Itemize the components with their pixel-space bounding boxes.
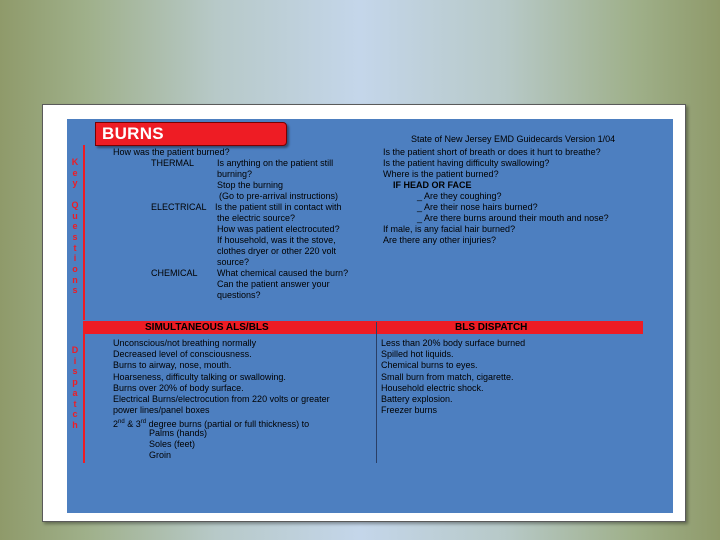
key-questions-letter: t <box>73 242 77 253</box>
dispatch-letter: t <box>73 398 77 409</box>
electrical-q2: the electric source? <box>217 213 296 223</box>
thermal-q1: Is anything on the patient still <box>217 158 334 168</box>
key-questions-letter: s <box>72 285 78 296</box>
bls-item: Battery explosion. <box>381 394 453 404</box>
simultaneous-item: Burns over 20% of body surface. <box>113 382 244 393</box>
key-questions-letter: y <box>72 178 78 189</box>
simultaneous-item: Decreased level of consciousness. <box>113 349 252 360</box>
electrical-q6: source? <box>217 257 250 267</box>
chemical-q2: Can the patient answer your <box>217 279 330 289</box>
dispatch-letter: p <box>72 377 78 388</box>
question-how-burned: How was the patient burned? <box>113 147 230 157</box>
degree-rest: degree burns (partial or full thickness) to <box>146 419 310 429</box>
bls-item: Freezer burns <box>381 405 438 416</box>
guidecard <box>67 119 673 513</box>
card-title: BURNS <box>102 124 164 143</box>
bls-item: Spilled hot liquids. <box>381 349 454 360</box>
key-questions-letter: e <box>72 221 78 232</box>
sub-item-groin: Groin <box>149 450 172 460</box>
column-separator <box>376 322 377 463</box>
thermal-q4: (Go to pre-arrival instructions) <box>219 191 339 201</box>
question-short-breath: Is the patient short of breath or does it hurt to breathe? <box>383 147 601 157</box>
key-questions-label <box>68 157 82 296</box>
thermal-q3: Stop the burning <box>217 180 284 190</box>
chemical-q1: What chemical caused the burn? <box>217 268 349 278</box>
electrical-q3: How was patient electrocuted? <box>217 224 340 234</box>
key-questions-letter: u <box>72 210 78 221</box>
key-questions-letter: i <box>73 253 77 264</box>
thermal-label: THERMAL <box>151 158 195 168</box>
left-divider-top <box>83 145 85 320</box>
degree-burns-line <box>113 417 309 430</box>
simultaneous-item: power lines/panel boxes <box>113 405 210 416</box>
question-where-burned: Where is the patient burned? <box>383 169 499 179</box>
question-swallowing: Is the patient having difficulty swallowing? <box>383 158 550 168</box>
chemical-q3: questions? <box>217 290 261 300</box>
chemical-label: CHEMICAL <box>151 268 198 278</box>
bls-item: Small burn from match, cigarette. <box>381 371 514 382</box>
version-label: State of New Jersey EMD Guidecards Version 1/04 <box>411 134 616 144</box>
electrical-q5: clothes dryer or other 220 volt <box>217 246 337 256</box>
key-questions-letter: o <box>72 264 78 275</box>
dispatch-letter: c <box>72 409 78 420</box>
sub-item-palms: Palms (hands) <box>149 428 208 438</box>
bls-dispatch-header: BLS DISPATCH <box>455 322 528 333</box>
left-divider-bottom <box>83 334 85 463</box>
head-face-label: IF HEAD OR FACE <box>393 180 472 190</box>
simultaneous-header: SIMULTANEOUS ALS/BLS <box>145 322 269 333</box>
slide <box>42 104 686 522</box>
simultaneous-item: Burns to airway, nose, mouth. <box>113 360 232 371</box>
sub-item-soles: Soles (feet) <box>149 439 196 449</box>
title-box <box>95 122 287 146</box>
question-other-injuries: Are there any other injuries? <box>383 235 497 245</box>
key-questions-letter: n <box>72 274 78 285</box>
simultaneous-item: Hoarseness, difficulty talking or swallowing. <box>113 371 286 382</box>
face-q1: _ Are they coughing? <box>417 191 502 201</box>
electrical-q1: Is the patient still in contact with <box>215 202 342 212</box>
degree-sup-nd: nd <box>118 419 125 425</box>
electrical-q4: If household, was it the stove, <box>217 235 336 245</box>
dispatch-letter: a <box>72 387 78 398</box>
dispatch-label <box>68 345 82 431</box>
face-q2: _ Are their nose hairs burned? <box>417 202 538 212</box>
simultaneous-item: Unconscious/not breathing normally <box>113 338 257 348</box>
bls-item: Less than 20% body surface burned <box>381 338 526 348</box>
dispatch-letter: D <box>71 345 79 355</box>
key-questions-letter: Q <box>71 199 79 210</box>
question-facial-hair: If male, is any facial hair burned? <box>383 224 516 234</box>
degree-and-3: & 3 <box>124 419 141 429</box>
key-questions-letter: s <box>72 231 78 242</box>
dispatch-letter: h <box>72 419 78 430</box>
bls-item: Household electric shock. <box>381 382 484 393</box>
face-q3: _ Are there burns around their mouth and nose? <box>417 213 609 223</box>
key-questions-letter: e <box>72 167 78 178</box>
degree-sup-rd: rd <box>140 419 147 425</box>
key-questions-letter: K <box>71 157 79 167</box>
simultaneous-item: Electrical Burns/electrocution from 220 volts or greater <box>113 394 330 404</box>
dispatch-letter: i <box>73 355 77 366</box>
thermal-q2: burning? <box>217 169 253 179</box>
electrical-label: ELECTRICAL <box>151 202 207 212</box>
dispatch-letter: s <box>72 366 78 377</box>
key-questions-letter <box>68 189 82 200</box>
bls-item: Chemical burns to eyes. <box>381 360 478 371</box>
degree-2: 2 <box>113 419 119 429</box>
